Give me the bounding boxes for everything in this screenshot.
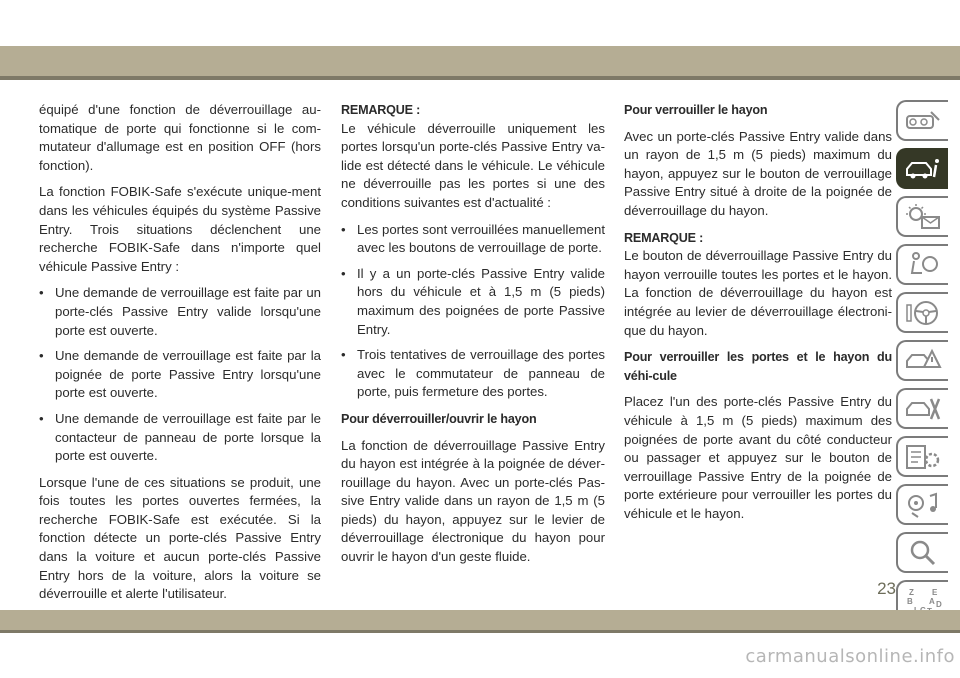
tab-warning-messages[interactable] (896, 196, 948, 237)
paragraph: Avec un porte-clés Passive Entry valide dans un rayon de 1,5 m (5 pieds) maximum du hayon, appuyez sur le bouton de verrouillage Passive Entry situé à droite de la poignée de déverrouillage du hayon. (624, 128, 892, 218)
index-letter: D (936, 599, 942, 609)
tab-car-info[interactable] (896, 148, 948, 189)
remark-heading: REMARQUE : (341, 103, 421, 117)
tab-index-search[interactable] (896, 532, 948, 573)
airbag-seat-icon (904, 251, 942, 279)
list-item: • Une demande de verrouillage est faite par un porte-clés Passive Entry valide lorsqu'une porte est ouverte. (39, 284, 321, 340)
tab-maintenance[interactable] (896, 388, 948, 429)
remark-text: Le bouton de déverrouillage Passive Entry du hayon verrouille toutes les portes et le hayon. La fonction de déverrouillage du hayon est intégrée au levier de déverrouillage électroni-que du hayon. (624, 248, 892, 338)
footer-band (0, 610, 960, 630)
index-letter: B (907, 596, 913, 606)
list-item: • Les portes sont verrouillées manuellement avec les boutons de verrouillage de porte. (341, 221, 605, 258)
list-item: • Il y a un porte-clés Passive Entry valide hors du véhicule et à 1,5 m (5 pieds) maximum des poignées de porte Passive Entry. (341, 265, 605, 339)
tab-starting-operating[interactable] (896, 292, 948, 333)
watermark: carmanualsonline.info (745, 646, 955, 667)
list-item: • Trois tentatives de verrouillage des portes avec le commutateur de panneau de porte, puis fermeture des portes. (341, 346, 605, 402)
section-heading: Pour déverrouiller/ouvrir le hayon (341, 411, 537, 426)
paragraph: Placez l'un des porte-clés Passive Entry du véhicule à 1,5 m (5 pieds) maximum des poignées de porte avant du côté conducteur ou passager et appuyez sur le bouton de verrouillage Passive Entry de la poignée de porte extérieure pour verrouiller les portes du véhicule et le hayon. (624, 394, 892, 521)
bullet-list (39, 284, 321, 465)
car-dashboard-icon (904, 107, 942, 135)
paragraph: Lorsque l'une de ces situations se produit, une fois toutes les portes ouvertes fermées, la recherche FOBIK-Safe est exécutée. Si la fonction détecte un porte-clés Passive Entry dans la voiture et aucun porte-clés Passive Entry hors de la voiture, alors la voiture se déverrouille et alerte l'utilisateur. (39, 474, 321, 602)
section-heading: Pour verrouiller le hayon (624, 103, 768, 117)
tab-safety[interactable] (896, 244, 948, 285)
text-column-1 (39, 101, 321, 612)
text-column-3 (624, 101, 892, 531)
specifications-settings-icon (904, 443, 942, 471)
search-icon (904, 539, 942, 567)
index-letter: A (929, 596, 935, 606)
page-number: 23 (877, 579, 896, 598)
index-letter: Z (909, 587, 914, 597)
remark-text: Le véhicule déverrouille uniquement les portes lorsqu'un porte-clés Passive Entry va-lide est détecté dans le véhicule. Le véhicule ne déverrouille pas les portes si une des conditions suivantes est d'actualité : (341, 120, 605, 210)
tab-dashboard[interactable] (896, 100, 948, 141)
steering-wheel-icon (904, 299, 942, 327)
tab-specifications[interactable] (896, 436, 948, 477)
header-band (0, 46, 960, 76)
car-info-icon (904, 155, 942, 183)
list-item: • Une demande de verrouillage est faite par la poignée de porte Passive Entry lorsqu'une porte est ouverte. (39, 347, 321, 403)
remark-heading: REMARQUE : (624, 230, 704, 245)
section-heading: Pour verrouiller les portes et le hayon du véhi-cule (624, 350, 892, 383)
warning-light-message-icon (904, 203, 942, 231)
tab-emergency[interactable] (896, 340, 948, 381)
text-column-2 (341, 101, 605, 575)
multimedia-icon (904, 491, 942, 519)
index-letter: E (932, 587, 938, 597)
chapter-tabs (896, 100, 952, 628)
footer-band-line (0, 630, 960, 633)
bullet-list (341, 221, 605, 402)
paragraph: La fonction de déverrouillage Passive Entry du hayon est intégrée à la poignée de déver-rouillage du hayon. Avec un porte-clés Pas-sive Entry valide dans un rayon de 1,5 m (5 pieds) du hayon, appuyez sur le levier de déverrouillage électronique du hayon pour ouvrir le hayon d'un geste fluide. (341, 437, 605, 565)
paragraph: équipé d'une fonction de déverrouillage au-tomatique de porte qui fonctionne si le com-mutateur d'allumage est en position OFF (hors fonction). (39, 102, 321, 173)
tab-multimedia[interactable] (896, 484, 948, 525)
header-band-line (0, 76, 960, 80)
car-maintenance-icon (904, 395, 942, 423)
list-item: • Une demande de verrouillage est faite par le contacteur de panneau de porte lorsque la porte est ouverte. (39, 410, 321, 466)
paragraph: La fonction FOBIK-Safe s'exécute unique-ment dans les véhicules équipés du système Passive Entry. Trois situations déclenchent une recherche FOBIK-Safe dans n'importe quel véhicule Passive Entry : (39, 184, 321, 274)
car-warning-icon (904, 347, 942, 375)
